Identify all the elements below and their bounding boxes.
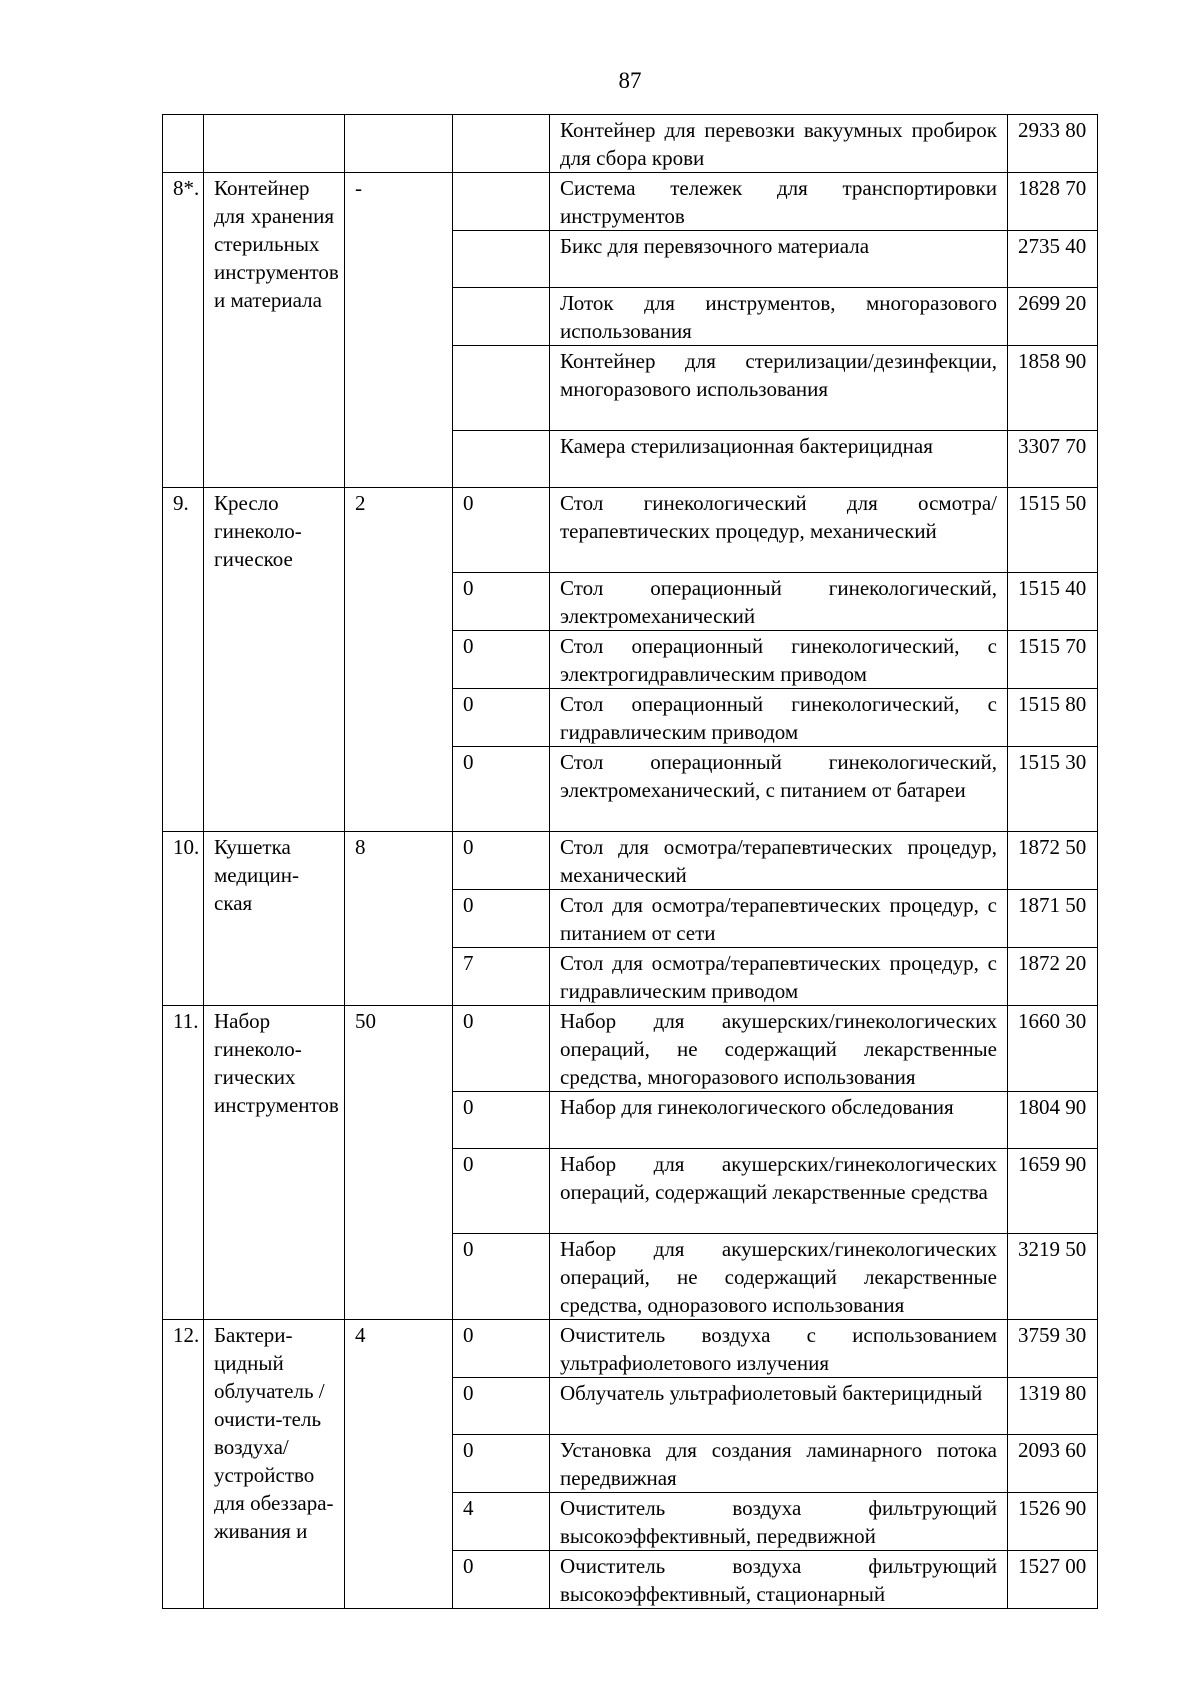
cell-description: Набор для акушерских/гинекологических операций, не содержащий лекарственные средства, многоразового использования <box>550 1006 1008 1092</box>
cell-number: 8*. <box>163 173 204 488</box>
cell-code: 0 <box>453 747 550 832</box>
cell-description: Контейнер для стерилизации/дезинфекции, многоразового использования <box>550 346 1008 431</box>
cell-code-number: 1871 50 <box>1008 890 1098 948</box>
cell-description: Очиститель воздуха с использованием ультрафиолетового излучения <box>550 1320 1008 1378</box>
cell-name: Кушетка медицин-ская <box>204 832 345 1006</box>
cell-code: 7 <box>453 948 550 1006</box>
cell-description: Набор для акушерских/гинекологических операций, содержащий лекарственные средства <box>550 1149 1008 1234</box>
cell-code-number: 1872 20 <box>1008 948 1098 1006</box>
cell-code-number: 2933 80 <box>1008 115 1098 173</box>
cell-code: 0 <box>453 1551 550 1609</box>
cell-description: Стол операционный гинекологический, с электрогидравлическим приводом <box>550 631 1008 689</box>
cell-code: 0 <box>453 689 550 747</box>
cell-number: 12. <box>163 1320 204 1609</box>
cell-code <box>453 115 550 173</box>
cell-description: Стол операционный гинекологический, электромеханический <box>550 573 1008 631</box>
cell-description: Стол для осмотра/терапевтических процедур, с питанием от сети <box>550 890 1008 948</box>
cell-code-number: 1319 80 <box>1008 1378 1098 1435</box>
cell-description: Набор для акушерских/гинекологических операций, не содержащий лекарственные средства, одноразового использования <box>550 1234 1008 1320</box>
cell-code-number: 2699 20 <box>1008 288 1098 346</box>
cell-description: Набор для гинекологического обследования <box>550 1092 1008 1149</box>
cell-description: Лоток для инструментов, многоразового использования <box>550 288 1008 346</box>
table-row <box>163 488 1098 573</box>
cell-description: Система тележек для транспортировки инструментов <box>550 173 1008 231</box>
cell-description: Камера стерилизационная бактерицидная <box>550 431 1008 488</box>
cell-code: 0 <box>453 1092 550 1149</box>
cell-code-number: 1660 30 <box>1008 1006 1098 1092</box>
cell-code-number: 1515 40 <box>1008 573 1098 631</box>
cell-code: 0 <box>453 488 550 573</box>
table-row <box>163 1006 1098 1092</box>
table-row <box>163 173 1098 231</box>
cell-code <box>453 346 550 431</box>
cell-code: 0 <box>453 890 550 948</box>
cell-code: 0 <box>453 1006 550 1092</box>
cell-code <box>453 231 550 288</box>
cell-name: Бактери-цидный облучатель /очисти-тель воздуха/ устройство для обеззара-живания и <box>204 1320 345 1609</box>
cell-code-number: 1526 90 <box>1008 1493 1098 1551</box>
cell-quantity: - <box>345 173 453 488</box>
cell-code-number: 1858 90 <box>1008 346 1098 431</box>
cell-code: 0 <box>453 1149 550 1234</box>
cell-code-number: 1872 50 <box>1008 832 1098 890</box>
cell-code-number: 3759 30 <box>1008 1320 1098 1378</box>
cell-name <box>204 115 345 173</box>
cell-code: 0 <box>453 832 550 890</box>
cell-code: 0 <box>453 573 550 631</box>
cell-code: 0 <box>453 1435 550 1493</box>
cell-code-number: 2735 40 <box>1008 231 1098 288</box>
cell-code: 4 <box>453 1493 550 1551</box>
cell-description: Стол операционный гинекологический, электромеханический, с питанием от батареи <box>550 747 1008 832</box>
cell-code-number: 1515 80 <box>1008 689 1098 747</box>
cell-code: 0 <box>453 1378 550 1435</box>
cell-name: Контейнер для хранения стерильных инструментов и материала <box>204 173 345 488</box>
cell-code-number: 1515 70 <box>1008 631 1098 689</box>
table-row <box>163 1320 1098 1378</box>
cell-code-number: 1828 70 <box>1008 173 1098 231</box>
cell-code-number: 3307 70 <box>1008 431 1098 488</box>
cell-code <box>453 288 550 346</box>
cell-code-number: 3219 50 <box>1008 1234 1098 1320</box>
cell-quantity: 2 <box>345 488 453 832</box>
table-row <box>163 115 1098 173</box>
cell-code-number: 1659 90 <box>1008 1149 1098 1234</box>
table-row <box>163 832 1098 890</box>
cell-code-number: 1515 30 <box>1008 747 1098 832</box>
page-number: 87 <box>618 68 642 93</box>
cell-code-number: 1804 90 <box>1008 1092 1098 1149</box>
cell-description: Установка для создания ламинарного потока передвижная <box>550 1435 1008 1493</box>
cell-name: Кресло гинеколо-гическое <box>204 488 345 832</box>
cell-name: Набор гинеколо-гических инструментов <box>204 1006 345 1320</box>
cell-code-number: 2093 60 <box>1008 1435 1098 1493</box>
cell-quantity: 8 <box>345 832 453 1006</box>
cell-number: 10. <box>163 832 204 1006</box>
cell-code <box>453 431 550 488</box>
cell-code: 0 <box>453 1234 550 1320</box>
cell-number <box>163 115 204 173</box>
equipment-table <box>162 114 1098 1609</box>
cell-code: 0 <box>453 1320 550 1378</box>
cell-description: Стол для осмотра/терапевтических процедур, с гидравлическим приводом <box>550 948 1008 1006</box>
cell-code-number: 1527 00 <box>1008 1551 1098 1609</box>
cell-number: 9. <box>163 488 204 832</box>
cell-description: Контейнер для перевозки вакуумных пробирок для сбора крови <box>550 115 1008 173</box>
cell-quantity: 4 <box>345 1320 453 1609</box>
cell-code: 0 <box>453 631 550 689</box>
cell-description: Облучатель ультрафиолетовый бактерицидный <box>550 1378 1008 1435</box>
cell-description: Бикс для перевязочного материала <box>550 231 1008 288</box>
cell-number: 11. <box>163 1006 204 1320</box>
cell-code <box>453 173 550 231</box>
cell-quantity: 50 <box>345 1006 453 1320</box>
cell-description: Очиститель воздуха фильтрующий высокоэффективный, стационарный <box>550 1551 1008 1609</box>
cell-description: Очиститель воздуха фильтрующий высокоэффективный, передвижной <box>550 1493 1008 1551</box>
cell-code-number: 1515 50 <box>1008 488 1098 573</box>
cell-description: Стол для осмотра/терапевтических процедур, механический <box>550 832 1008 890</box>
cell-description: Стол гинекологический для осмотра/терапевтических процедур, механический <box>550 488 1008 573</box>
cell-quantity <box>345 115 453 173</box>
cell-description: Стол операционный гинекологический, с гидравлическим приводом <box>550 689 1008 747</box>
